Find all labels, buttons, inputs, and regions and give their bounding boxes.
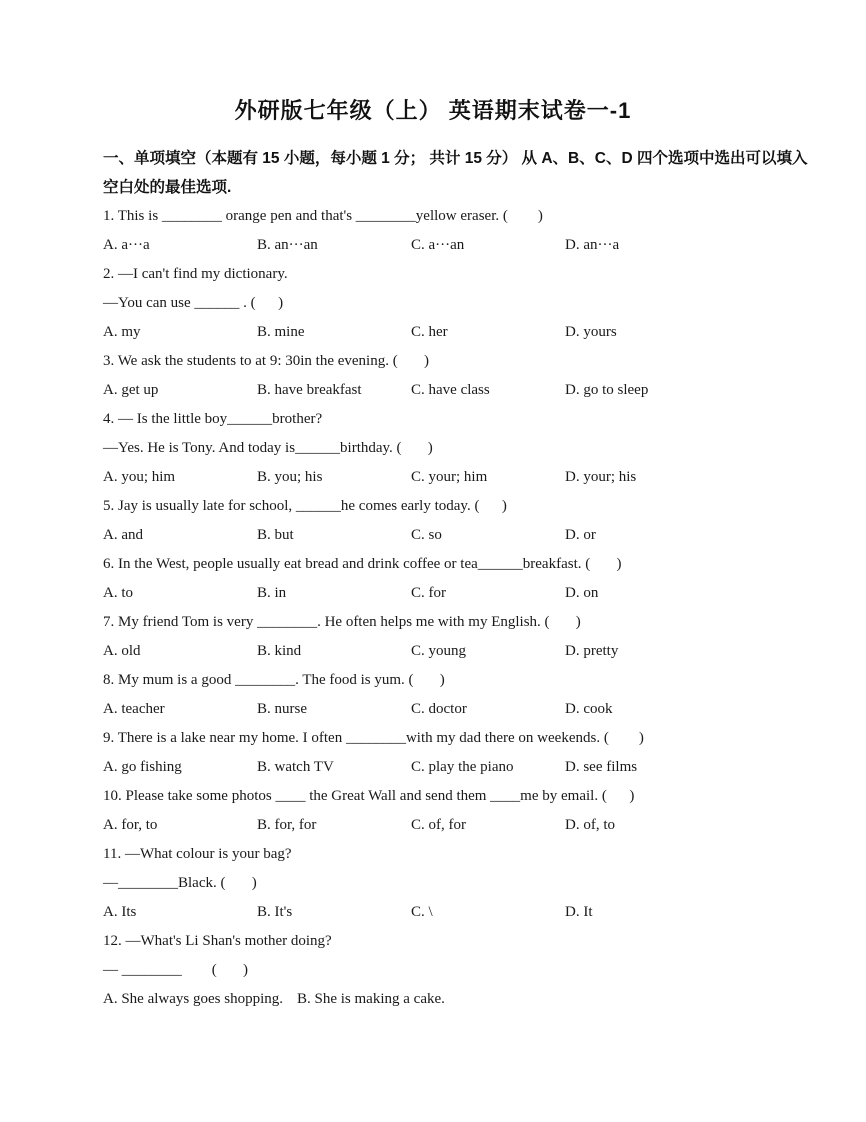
question-2-stem-line-1: 2. —I can't find my dictionary. xyxy=(103,266,288,282)
question-9-option-c: C. play the piano xyxy=(411,759,514,775)
question-3-options-row xyxy=(103,376,786,405)
question-11-option-a: A. Its xyxy=(103,904,137,920)
question-2-option-c: C. her xyxy=(411,324,448,340)
question-2-options-row xyxy=(103,318,786,347)
question-4 xyxy=(103,405,786,492)
question-10-option-c: C. of, for xyxy=(411,817,466,833)
question-7-option-b: B. kind xyxy=(257,643,302,659)
question-12-option-a: A. She always goes shopping. xyxy=(103,991,283,1007)
section-heading-line2: 空白处的最佳选项. xyxy=(103,179,232,196)
question-3-stem-line-1: 3. We ask the students to at 9: 30in the evening. ( ) xyxy=(103,353,429,369)
section-heading xyxy=(103,144,808,202)
question-3-option-b: B. have breakfast xyxy=(257,382,362,398)
question-6-stem-line-1: 6. In the West, people usually eat bread and drink coffee or tea______breakfast. ( ) xyxy=(103,556,622,572)
question-1-option-a: A. a···a xyxy=(103,237,150,253)
question-6 xyxy=(103,550,786,608)
question-7-option-a: A. old xyxy=(103,643,141,659)
question-10-option-a: A. for, to xyxy=(103,817,158,833)
question-9-stem-line-1: 9. There is a lake near my home. I often ________with my dad there on weekends. ( ) xyxy=(103,730,644,746)
question-6-options-row xyxy=(103,579,786,608)
question-11-options-row xyxy=(103,898,786,927)
section-heading-line1: 一、单项填空（本题有 15 小题，每小题 1 分； 共计 15 分） 从 A、B、C、D 四个选项中选出可以填入 xyxy=(103,150,808,167)
question-1-stem-line-1: 1. This is ________ orange pen and that's ________yellow eraser. ( ) xyxy=(103,208,543,224)
question-9-options-row xyxy=(103,753,786,782)
question-8-option-d: D. cook xyxy=(565,701,613,717)
question-4-option-d: D. your; his xyxy=(565,469,637,485)
question-10-stem-line-1: 10. Please take some photos ____ the Great Wall and send them ____me by email. ( ) xyxy=(103,788,635,804)
question-2-stem-line-2: —You can use ______ . ( ) xyxy=(103,295,284,311)
question-7-stem-line-1: 7. My friend Tom is very ________. He often helps me with my English. ( ) xyxy=(103,614,581,630)
question-1-options-row xyxy=(103,231,786,260)
question-12-stem-line-1: 12. —What's Li Shan's mother doing? xyxy=(103,933,332,949)
question-9-option-d: D. see films xyxy=(565,759,638,775)
question-4-options-row xyxy=(103,463,786,492)
question-2-option-d: D. yours xyxy=(565,324,617,340)
question-6-option-a: A. to xyxy=(103,585,133,601)
question-3-option-d: D. go to sleep xyxy=(565,382,649,398)
question-12-stem-line-2: — ________ ( ) xyxy=(103,962,248,978)
question-10-option-d: D. of, to xyxy=(565,817,615,833)
question-6-option-d: D. on xyxy=(565,585,599,601)
question-3-option-a: A. get up xyxy=(103,382,159,398)
question-5-options-row xyxy=(103,521,786,550)
question-11-option-c: C. \ xyxy=(411,904,433,920)
question-1 xyxy=(103,202,786,260)
question-7-options-row xyxy=(103,637,786,666)
question-8-option-c: C. doctor xyxy=(411,701,467,717)
question-6-option-c: C. for xyxy=(411,585,446,601)
question-9-option-a: A. go fishing xyxy=(103,759,182,775)
question-5 xyxy=(103,492,786,550)
question-8 xyxy=(103,666,786,724)
question-8-option-a: A. teacher xyxy=(103,701,165,717)
question-5-option-a: A. and xyxy=(103,527,143,543)
question-1-option-d: D. an···a xyxy=(565,237,620,253)
question-10 xyxy=(103,782,786,840)
question-3-option-c: C. have class xyxy=(411,382,490,398)
question-2-option-b: B. mine xyxy=(257,324,305,340)
question-5-option-c: C. so xyxy=(411,527,442,543)
question-12-options-row xyxy=(103,985,786,1014)
question-11-stem-line-2: —________Black. ( ) xyxy=(103,875,257,891)
question-4-option-c: C. your; him xyxy=(411,469,488,485)
question-12-option-b: B. She is making a cake. xyxy=(297,991,445,1007)
question-4-stem-line-1: 4. — Is the little boy______brother? xyxy=(103,411,323,427)
question-5-option-b: B. but xyxy=(257,527,294,543)
question-9-option-b: B. watch TV xyxy=(257,759,334,775)
question-1-option-b: B. an···an xyxy=(257,237,318,253)
question-9 xyxy=(103,724,786,782)
question-7 xyxy=(103,608,786,666)
question-3 xyxy=(103,347,786,405)
question-10-options-row xyxy=(103,811,786,840)
question-4-stem-line-2: —Yes. He is Tony. And today is______birthday. ( ) xyxy=(103,440,433,456)
question-7-option-c: C. young xyxy=(411,643,467,659)
question-8-option-b: B. nurse xyxy=(257,701,307,717)
question-8-options-row xyxy=(103,695,786,724)
page-title: 外研版七年级（上） 英语期末试卷一-1 xyxy=(234,98,632,123)
question-6-option-b: B. in xyxy=(257,585,287,601)
question-1-option-c: C. a···an xyxy=(411,237,465,253)
question-list xyxy=(103,202,786,1014)
question-8-stem-line-1: 8. My mum is a good ________. The food is yum. ( ) xyxy=(103,672,445,688)
question-2-option-a: A. my xyxy=(103,324,141,340)
question-12 xyxy=(103,927,786,1014)
question-4-option-a: A. you; him xyxy=(103,469,176,485)
question-11 xyxy=(103,840,786,927)
question-5-stem-line-1: 5. Jay is usually late for school, ______he comes early today. ( ) xyxy=(103,498,507,514)
question-10-option-b: B. for, for xyxy=(257,817,317,833)
question-11-stem-line-1: 11. —What colour is your bag? xyxy=(103,846,292,862)
question-11-option-d: D. It xyxy=(565,904,593,920)
question-11-option-b: B. It's xyxy=(257,904,293,920)
question-4-option-b: B. you; his xyxy=(257,469,323,485)
question-7-option-d: D. pretty xyxy=(565,643,619,659)
question-5-option-d: D. or xyxy=(565,527,596,543)
question-2 xyxy=(103,260,786,347)
